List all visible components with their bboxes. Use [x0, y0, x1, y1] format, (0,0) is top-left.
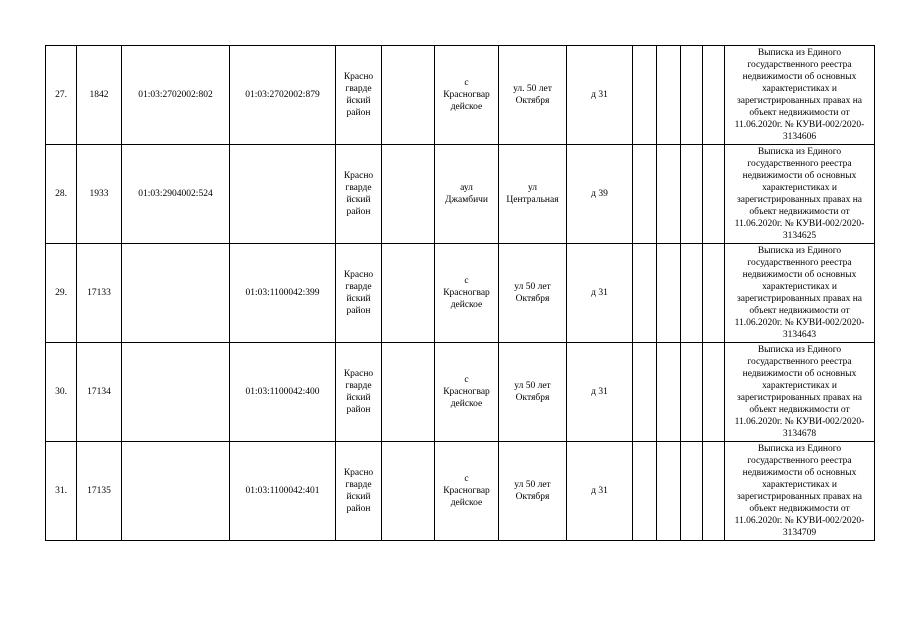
district-line: район: [346, 306, 371, 316]
settlement-line: дейское: [450, 300, 483, 310]
settlement-line: Красногвар: [443, 387, 490, 397]
registry-extract-line: государственного реестра: [747, 258, 852, 268]
empty-cell: [382, 244, 435, 343]
registry-extract-line: 3134643: [782, 330, 817, 340]
registry-extract-cell: [725, 145, 875, 244]
settlement-line: Джамбичи: [444, 195, 489, 205]
street-line: Октября: [515, 492, 550, 502]
settlement-line: Красногвар: [443, 486, 490, 496]
building-cadastral-number-cell: 01:03:1100042:399: [230, 244, 336, 343]
registry-extract-line: 11.06.2020г. № КУВИ-002/2020-: [734, 318, 865, 328]
street-line: ул 50 лет: [514, 480, 551, 490]
registry-extract-line: недвижимости об основных: [742, 468, 857, 478]
street-line: ул 50 лет: [514, 381, 551, 391]
registry-extract-line: недвижимости об основных: [742, 369, 857, 379]
district-line: гварде: [345, 480, 372, 490]
district-cell: [336, 442, 382, 541]
registry-extract-line: зарегистрированных правах на: [736, 294, 863, 304]
empty-cell: [657, 442, 681, 541]
building-cadastral-number-cell: 01:03:2702002:879: [230, 46, 336, 145]
row-number-cell: 27.: [46, 46, 77, 145]
district-line: район: [346, 207, 371, 217]
house-number-cell: д 31: [567, 442, 633, 541]
registry-extract-line: 3134625: [782, 231, 817, 241]
settlement-cell: [435, 343, 499, 442]
street-line: ул 50 лет: [514, 282, 551, 292]
registry-extract-line: характеристиках и: [762, 282, 837, 292]
district-line: гварде: [345, 381, 372, 391]
district-line: гварде: [345, 282, 372, 292]
street-line: ул. 50 лет: [513, 84, 552, 94]
row-number-cell: 30.: [46, 343, 77, 442]
registry-extract-line: 3134606: [782, 132, 817, 142]
land-cadastral-number-cell: 01:03:2904002:524: [122, 145, 230, 244]
object-id-cell: 17133: [77, 244, 122, 343]
empty-cell: [633, 442, 657, 541]
empty-cell: [703, 145, 725, 244]
land-cadastral-number-cell: [122, 343, 230, 442]
district-cell: [336, 145, 382, 244]
registry-extract-cell: [725, 442, 875, 541]
land-cadastral-number-cell: [122, 442, 230, 541]
registry-extract-line: 11.06.2020г. № КУВИ-002/2020-: [734, 120, 865, 130]
street-line: Октября: [515, 294, 550, 304]
row-number-cell: 28.: [46, 145, 77, 244]
table-body: [46, 46, 875, 541]
row-number-cell: 29.: [46, 244, 77, 343]
settlement-line: аул: [460, 183, 473, 193]
empty-cell: [633, 145, 657, 244]
district-line: гварде: [345, 84, 372, 94]
district-cell: [336, 343, 382, 442]
registry-extract-line: 3134678: [782, 429, 817, 439]
registry-extract-line: объект недвижимости от: [749, 108, 850, 118]
district-line: йский: [346, 96, 371, 106]
house-number-cell: д 31: [567, 46, 633, 145]
district-line: Красно: [343, 270, 374, 280]
registry-extract-line: Выписка из Единого: [757, 147, 842, 157]
object-id-cell: 1842: [77, 46, 122, 145]
table-row: [46, 442, 875, 541]
building-cadastral-number-cell: 01:03:1100042:400: [230, 343, 336, 442]
registry-extract-line: зарегистрированных правах на: [736, 195, 863, 205]
empty-cell: [703, 244, 725, 343]
district-line: йский: [346, 294, 371, 304]
object-id-cell: 17134: [77, 343, 122, 442]
registry-extract-line: объект недвижимости от: [749, 207, 850, 217]
registry-extract-line: государственного реестра: [747, 159, 852, 169]
street-line: Октября: [515, 393, 550, 403]
settlement-line: дейское: [450, 399, 483, 409]
settlement-cell: [435, 442, 499, 541]
registry-extract-line: Выписка из Единого: [757, 246, 842, 256]
empty-cell: [657, 145, 681, 244]
empty-cell: [681, 46, 703, 145]
district-line: йский: [346, 195, 371, 205]
empty-cell: [657, 343, 681, 442]
district-line: Красно: [343, 468, 374, 478]
registry-extract-cell: [725, 244, 875, 343]
district-cell: [336, 46, 382, 145]
empty-cell: [382, 343, 435, 442]
property-register-table: [45, 45, 875, 541]
empty-cell: [703, 46, 725, 145]
empty-cell: [657, 244, 681, 343]
registry-extract-cell: [725, 46, 875, 145]
settlement-cell: [435, 46, 499, 145]
empty-cell: [703, 442, 725, 541]
district-line: Красно: [343, 171, 374, 181]
registry-extract-line: Выписка из Единого: [757, 48, 842, 58]
registry-extract-cell: [725, 343, 875, 442]
registry-extract-line: Выписка из Единого: [757, 444, 842, 454]
registry-extract-line: 11.06.2020г. № КУВИ-002/2020-: [734, 219, 865, 229]
district-line: район: [346, 405, 371, 415]
registry-extract-line: 11.06.2020г. № КУВИ-002/2020-: [734, 417, 865, 427]
table-row: [46, 244, 875, 343]
registry-extract-line: 11.06.2020г. № КУВИ-002/2020-: [734, 516, 865, 526]
registry-extract-line: государственного реестра: [747, 60, 852, 70]
land-cadastral-number-cell: 01:03:2702002:802: [122, 46, 230, 145]
empty-cell: [382, 46, 435, 145]
registry-extract-line: характеристиках и: [762, 480, 837, 490]
building-cadastral-number-cell: [230, 145, 336, 244]
settlement-line: с: [464, 276, 469, 286]
empty-cell: [382, 145, 435, 244]
building-cadastral-number-cell: 01:03:1100042:401: [230, 442, 336, 541]
registry-extract-line: недвижимости об основных: [742, 270, 857, 280]
street-line: ул: [527, 183, 538, 193]
street-cell: [499, 46, 567, 145]
settlement-cell: [435, 145, 499, 244]
district-line: Красно: [343, 72, 374, 82]
house-number-cell: д 39: [567, 145, 633, 244]
row-number-cell: 31.: [46, 442, 77, 541]
street-cell: [499, 343, 567, 442]
district-line: йский: [346, 492, 371, 502]
empty-cell: [633, 46, 657, 145]
street-cell: [499, 442, 567, 541]
empty-cell: [633, 244, 657, 343]
registry-extract-line: Выписка из Единого: [757, 345, 842, 355]
district-line: район: [346, 504, 371, 514]
registry-extract-line: объект недвижимости от: [749, 405, 850, 415]
registry-extract-line: объект недвижимости от: [749, 504, 850, 514]
registry-extract-line: характеристиках и: [762, 381, 837, 391]
table-row: [46, 145, 875, 244]
settlement-line: Красногвар: [443, 90, 490, 100]
settlement-line: дейское: [450, 102, 483, 112]
registry-extract-line: государственного реестра: [747, 357, 852, 367]
registry-extract-line: государственного реестра: [747, 456, 852, 466]
settlement-line: с: [464, 375, 469, 385]
house-number-cell: д 31: [567, 343, 633, 442]
district-line: гварде: [345, 183, 372, 193]
registry-extract-line: характеристиках и: [762, 183, 837, 193]
district-line: йский: [346, 393, 371, 403]
settlement-cell: [435, 244, 499, 343]
empty-cell: [681, 442, 703, 541]
object-id-cell: 17135: [77, 442, 122, 541]
registry-extract-line: объект недвижимости от: [749, 306, 850, 316]
district-line: район: [346, 108, 371, 118]
settlement-line: с: [464, 474, 469, 484]
empty-cell: [681, 343, 703, 442]
registry-extract-line: недвижимости об основных: [742, 72, 857, 82]
street-line: Октября: [515, 96, 550, 106]
registry-extract-line: зарегистрированных правах на: [736, 393, 863, 403]
street-cell: [499, 145, 567, 244]
house-number-cell: д 31: [567, 244, 633, 343]
empty-cell: [633, 343, 657, 442]
table-row: [46, 343, 875, 442]
table-row: [46, 46, 875, 145]
empty-cell: [382, 442, 435, 541]
district-cell: [336, 244, 382, 343]
settlement-line: с: [464, 78, 469, 88]
empty-cell: [703, 343, 725, 442]
settlement-line: дейское: [450, 498, 483, 508]
street-cell: [499, 244, 567, 343]
land-cadastral-number-cell: [122, 244, 230, 343]
registry-extract-line: недвижимости об основных: [742, 171, 857, 181]
registry-extract-line: зарегистрированных правах на: [736, 96, 863, 106]
street-line: Центральная: [506, 195, 559, 205]
registry-extract-line: 3134709: [782, 528, 817, 538]
registry-extract-line: характеристиках и: [762, 84, 837, 94]
registry-extract-line: зарегистрированных правах на: [736, 492, 863, 502]
object-id-cell: 1933: [77, 145, 122, 244]
district-line: Красно: [343, 369, 374, 379]
empty-cell: [657, 46, 681, 145]
empty-cell: [681, 145, 703, 244]
empty-cell: [681, 244, 703, 343]
settlement-line: Красногвар: [443, 288, 490, 298]
